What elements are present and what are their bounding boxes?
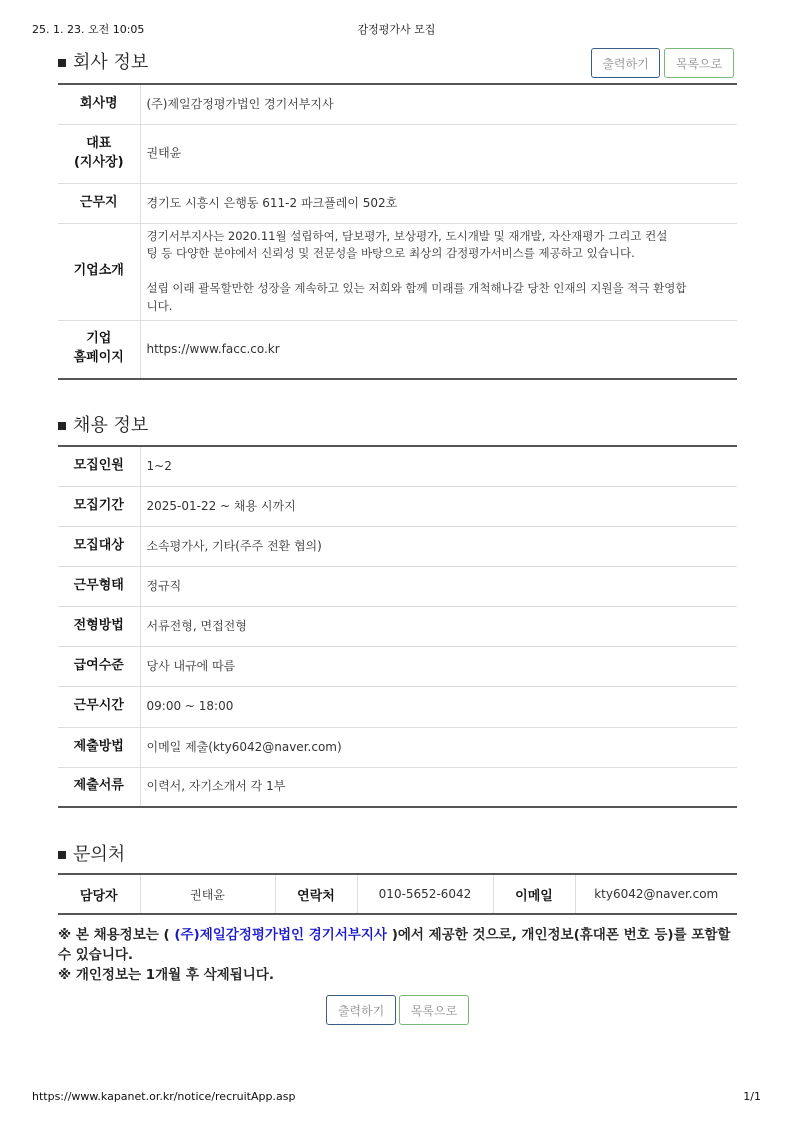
list-button-bottom[interactable]: 목록으로 — [399, 995, 469, 1025]
phone-value: 010-5652-6042 — [357, 874, 493, 914]
table-row — [58, 874, 737, 914]
recruit-section-title: 채용 정보 — [58, 411, 148, 437]
salary-value: 당사 내규에 따름 — [140, 646, 737, 686]
table-row — [58, 446, 737, 486]
documents-label: 제출서류 — [58, 767, 140, 807]
table-row — [58, 566, 737, 606]
table-row — [58, 606, 737, 646]
table-row — [58, 767, 737, 807]
company-info-table — [58, 83, 737, 380]
submission-method-value: 이메일 제출(kty6042@naver.com) — [140, 727, 737, 767]
table-row — [58, 646, 737, 686]
workplace-label: 근무지 — [58, 183, 140, 223]
employment-type-label: 근무형태 — [58, 566, 140, 606]
email-label: 이메일 — [493, 874, 575, 914]
notice-company-name: (주)제일감정평가법인 경기서부지사 — [174, 927, 387, 943]
print-button-top[interactable]: 출력하기 — [591, 48, 660, 78]
contact-section-title: 문의처 — [58, 840, 125, 866]
submission-method-label: 제출방법 — [58, 727, 140, 767]
table-row — [58, 526, 737, 566]
print-date: 25. 1. 23. 오전 10:05 — [32, 23, 145, 36]
print-doc-title: 감정평가사 모집 — [357, 23, 436, 36]
table-row — [58, 727, 737, 767]
workplace-value: 경기도 시흥시 은행동 611-2 파크플레이 502호 — [140, 183, 737, 223]
square-bullet-icon — [58, 422, 66, 430]
documents-value: 이력서, 자기소개서 각 1부 — [146, 779, 286, 794]
selection-method-label: 전형방법 — [58, 606, 140, 646]
print-button-bottom[interactable]: 출력하기 — [326, 995, 396, 1025]
headcount-label: 모집인원 — [58, 446, 140, 486]
headcount-value: 1~2 — [140, 446, 737, 486]
notice-line-2: ※ 개인정보는 1개월 후 삭제됩니다. — [58, 967, 274, 983]
representative-label: 대표 (지사장) — [58, 124, 140, 183]
work-hours-value: 09:00 ~ 18:00 — [140, 686, 737, 727]
homepage-label: 기업 홈페이지 — [58, 320, 140, 379]
target-label: 모집대상 — [58, 526, 140, 566]
company-intro-value: 경기서부지사는 2020.11월 설립하여, 담보평가, 보상평가, 도시개발 및 재개발, 자산재평가 그리고 컨설 팅 등 다양한 분야에서 신뢰성 및 전문성을 바탕으로 최상의 감정평가서비스를 제공하고 있습니다. 설립 이래 괄목할만한 성장을 계속하고 있는 저희와 함께 미래를 개척해나갈 당찬 인재의 지원을 적극 환영합 니다. — [140, 223, 737, 320]
company-name-label: 회사명 — [58, 84, 140, 124]
employment-type-value: 정규직 — [140, 566, 737, 606]
table-row — [58, 183, 737, 223]
square-bullet-icon — [58, 851, 66, 859]
contact-table — [58, 873, 737, 915]
table-row — [58, 686, 737, 727]
page-url: https://www.kapanet.or.kr/notice/recruitApp.asp — [32, 1090, 296, 1103]
representative-value: 권태윤 — [140, 124, 737, 183]
work-hours-label: 근무시간 — [58, 686, 140, 727]
homepage-link[interactable]: https://www.facc.co.kr — [146, 341, 280, 356]
target-value: 소속평가사, 기타(주주 전환 협의) — [140, 526, 737, 566]
square-bullet-icon — [58, 59, 66, 67]
table-row — [58, 320, 737, 379]
period-label: 모집기간 — [58, 486, 140, 526]
company-section-title: 회사 정보 — [58, 48, 148, 74]
company-intro-label: 기업소개 — [58, 223, 140, 320]
period-value: 2025-01-22 ~ 채용 시까지 — [140, 486, 737, 526]
phone-label: 연락처 — [275, 874, 357, 914]
recruit-info-table — [58, 445, 737, 808]
table-row — [58, 223, 737, 320]
page-number: 1/1 — [743, 1090, 761, 1103]
table-row — [58, 486, 737, 526]
selection-method-value: 서류전형, 면접전형 — [140, 606, 737, 646]
salary-label: 급여수준 — [58, 646, 140, 686]
privacy-notice — [58, 925, 740, 985]
list-button-top[interactable]: 목록으로 — [664, 48, 734, 78]
table-row — [58, 124, 737, 183]
company-name-value: (주)제일감정평가법인 경기서부지사 — [140, 84, 737, 124]
table-row — [58, 84, 737, 124]
manager-label: 담당자 — [58, 874, 140, 914]
manager-value: 권태윤 — [140, 874, 275, 914]
email-value: kty6042@naver.com — [594, 887, 719, 901]
notice-line-1: ※ 본 채용정보는 ( (주)제일감정평가법인 경기서부지사 )에서 제공한 것으로, 개인정보(휴대폰 번호 등)를 포함할 수 있습니다. — [58, 927, 731, 963]
